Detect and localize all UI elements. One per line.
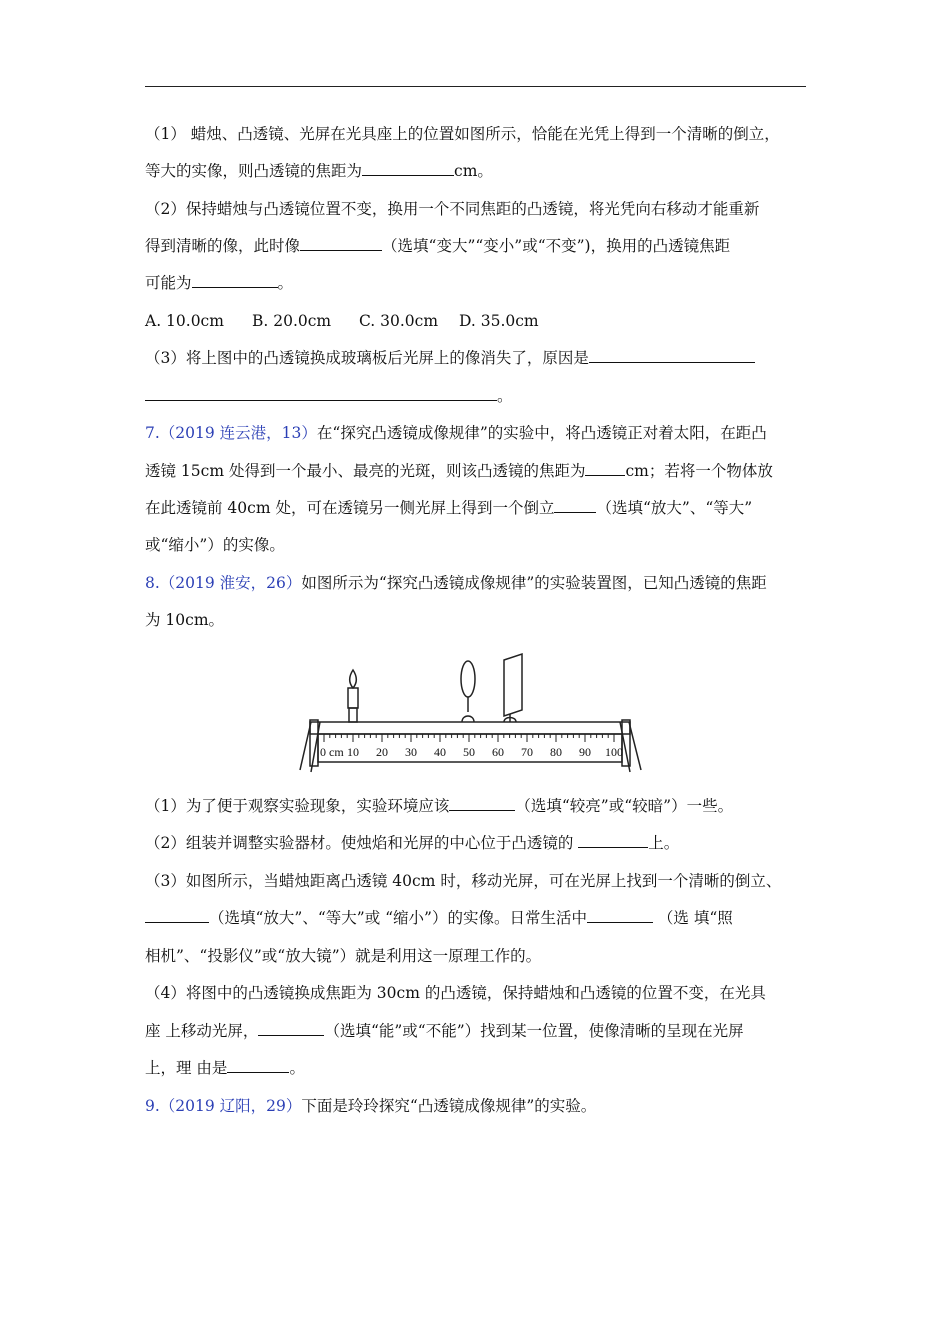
q8-part4-line3: 上，理 由是 。 (145, 1059, 305, 1077)
scale-label: 20 (376, 745, 388, 759)
q8-line2: 为 10cm。 (145, 611, 225, 629)
q6-part2-line3: 可能为 。 (145, 274, 294, 292)
q8-part2: （2）组装并调整实验器材。使烛焰和光屏的中心位于凸透镜的 上。 (145, 834, 680, 852)
q8-part3-line1: （3）如图所示，当蜡烛距离凸透镜 40cm 时，移动光屏，可在光屏上找到一个清晰的倒立、 (145, 872, 782, 890)
answer-blank[interactable] (258, 1021, 324, 1036)
q8-part3-line2: （选填“放大”、“等大”或 “缩小”）的实像。日常生活中 （选 填“照 (145, 908, 733, 928)
answer-blank[interactable] (227, 1058, 289, 1073)
q8-part3-line3: 相机”、“投影仪”或“放大镜”）就是利用这一原理工作的。 (145, 947, 542, 965)
scale-label: 60 (492, 745, 504, 759)
header-rule (145, 86, 806, 87)
optical-bench-figure (296, 648, 658, 776)
option-a[interactable]: A. 10.0cm (145, 312, 224, 330)
option-d[interactable]: D. 35.0cm (459, 312, 539, 330)
q8-part4-line1: （4）将图中的凸透镜换成焦距为 30cm 的凸透镜，保持蜡烛和凸透镜的位置不变，在光具 (145, 984, 766, 1002)
answer-blank[interactable] (554, 498, 596, 513)
answer-blank[interactable] (300, 236, 382, 251)
q7-line3: 在此透镜前 40cm 处，可在透镜另一侧光屏上得到一个倒立 （选填“放大”、“等大” (145, 499, 753, 517)
scale-label: 50 (463, 745, 475, 759)
q8-line1: 8.（2019 淮安，26）如图所示为“探究凸透镜成像规律”的实验装置图，已知凸透镜的焦距 (145, 574, 767, 592)
q6-part3-line1: （3）将上图中的凸透镜换成玻璃板后光屏上的像消失了，原因是 (145, 348, 755, 368)
scale-label: 40 (434, 745, 446, 759)
q7-line4: 或“缩小”）的实像。 (145, 536, 285, 554)
scale-label: 100 (605, 745, 623, 759)
answer-blank[interactable] (145, 386, 497, 401)
scale-label: 30 (405, 745, 417, 759)
q6-part3-line2: 。 (145, 386, 513, 406)
option-b[interactable]: B. 20.0cm (252, 312, 332, 330)
q7-source: 7.（2019 连云港，13） (145, 424, 317, 442)
answer-blank[interactable] (145, 908, 209, 923)
q8-source: 8.（2019 淮安，26） (145, 574, 302, 592)
answer-blank[interactable] (578, 833, 648, 848)
scale-label: 10 (347, 745, 359, 759)
q8-part4-line2: 座 上移动光屏， （选填“能”或“不能”）找到某一位置，使像清晰的呈现在光屏 (145, 1022, 744, 1040)
q9-source: 9.（2019 辽阳，29） (145, 1097, 302, 1115)
answer-blank[interactable] (589, 348, 755, 363)
answer-blank[interactable] (192, 273, 278, 288)
q8-part1: （1）为了便于观察实验现象，实验环境应该 （选填“较亮”或“较暗”）一些。 (145, 797, 734, 815)
scale-label: 90 (579, 745, 591, 759)
answer-blank[interactable] (449, 796, 515, 811)
answer-blank[interactable] (585, 461, 625, 476)
scale-label: 80 (550, 745, 562, 759)
q6-options (145, 311, 539, 331)
q6-part2-line2: 得到清晰的像，此时像 （选填“变大”“变小”或“不变”)，换用的凸透镜焦距 (145, 237, 731, 255)
option-c[interactable]: C. 30.0cm (359, 312, 439, 330)
scale-label: 70 (521, 745, 533, 759)
q7-line1: 7.（2019 连云港，13）在“探究凸透镜成像规律”的实验中，将凸透镜正对着太阳，在距凸 (145, 424, 767, 442)
q9-line1: 9.（2019 辽阳，29）下面是玲玲探究“凸透镜成像规律”的实验。 (145, 1097, 597, 1115)
answer-blank[interactable] (587, 908, 653, 923)
q6-part1-line2: 等大的实像，则凸透镜的焦距为 cm。 (145, 162, 493, 180)
q6-part2-line1: （2）保持蜡烛与凸透镜位置不变，换用一个不同焦距的凸透镜，将光凭向右移动才能重新 (145, 200, 760, 218)
answer-blank[interactable] (362, 161, 454, 176)
q7-line2: 透镜 15cm 处得到一个最小、最亮的光斑，则该凸透镜的焦距为 cm；若将一个物体放 (145, 462, 773, 480)
q6-part1-line1: （1） 蜡烛、凸透镜、光屏在光具座上的位置如图所示，恰能在光凭上得到一个清晰的倒立， (145, 125, 780, 143)
scale-label: 0 cm (320, 745, 344, 759)
